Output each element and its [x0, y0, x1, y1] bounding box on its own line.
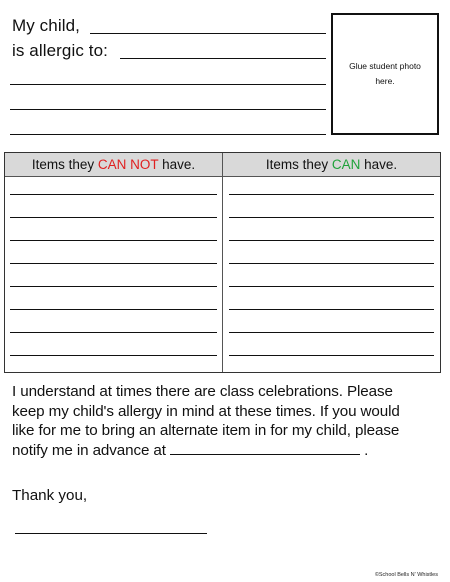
cannot-header-highlight: CAN NOT	[97, 157, 159, 172]
can-have-line[interactable]	[229, 286, 434, 287]
note-line-4-text: notify me in advance at	[12, 441, 166, 459]
allergy-line-2[interactable]	[10, 84, 326, 85]
note-line-4	[12, 441, 442, 461]
items-table	[4, 152, 441, 373]
note-line-4-end: .	[364, 441, 369, 459]
note-line-3: like for me to bring an alternate item in for my child, please	[12, 422, 400, 439]
allergy-note	[12, 382, 442, 460]
can-have-line[interactable]	[229, 263, 434, 264]
allergic-label: is allergic to:	[12, 41, 108, 60]
closing-text: Thank you,	[12, 487, 88, 504]
cannot-have-line[interactable]	[10, 332, 217, 333]
copyright-credit: ©School Bells N' Whistles	[374, 572, 438, 578]
child-name-line[interactable]	[90, 33, 326, 34]
allergy-line-1[interactable]	[120, 58, 326, 59]
cannot-have-header	[5, 153, 222, 176]
allergy-line-3[interactable]	[10, 109, 326, 110]
can-have-line[interactable]	[229, 240, 434, 241]
note-line-1: I understand at times there are class celebrations. Please	[12, 383, 393, 400]
column-divider	[222, 153, 223, 372]
child-label: My child,	[12, 16, 80, 35]
can-have-header	[223, 153, 440, 176]
can-have-line[interactable]	[229, 355, 434, 356]
cannot-have-line[interactable]	[10, 194, 217, 195]
can-have-line[interactable]	[229, 217, 434, 218]
can-have-line[interactable]	[229, 309, 434, 310]
can-have-line[interactable]	[229, 332, 434, 333]
can-header-after: have.	[360, 157, 398, 172]
cannot-have-line[interactable]	[10, 217, 217, 218]
can-have-line[interactable]	[229, 194, 434, 195]
cannot-have-line[interactable]	[10, 263, 217, 264]
student-photo-box	[331, 13, 439, 135]
cannot-have-line[interactable]	[10, 355, 217, 356]
cannot-have-line[interactable]	[10, 286, 217, 287]
cannot-header-before: Items they	[31, 157, 98, 172]
can-header-before: Items they	[265, 157, 332, 172]
can-header-highlight: CAN	[331, 157, 361, 172]
photo-instruction: Glue student photo here.	[349, 61, 421, 86]
note-line-2: keep my child's allergy in mind at these times. If you would	[12, 402, 400, 420]
contact-fill-line[interactable]	[170, 442, 360, 455]
cannot-header-after: have.	[158, 157, 196, 172]
allergy-line-4[interactable]	[10, 134, 326, 135]
cannot-have-line[interactable]	[10, 309, 217, 310]
signature-line[interactable]	[15, 533, 207, 534]
cannot-have-line[interactable]	[10, 240, 217, 241]
